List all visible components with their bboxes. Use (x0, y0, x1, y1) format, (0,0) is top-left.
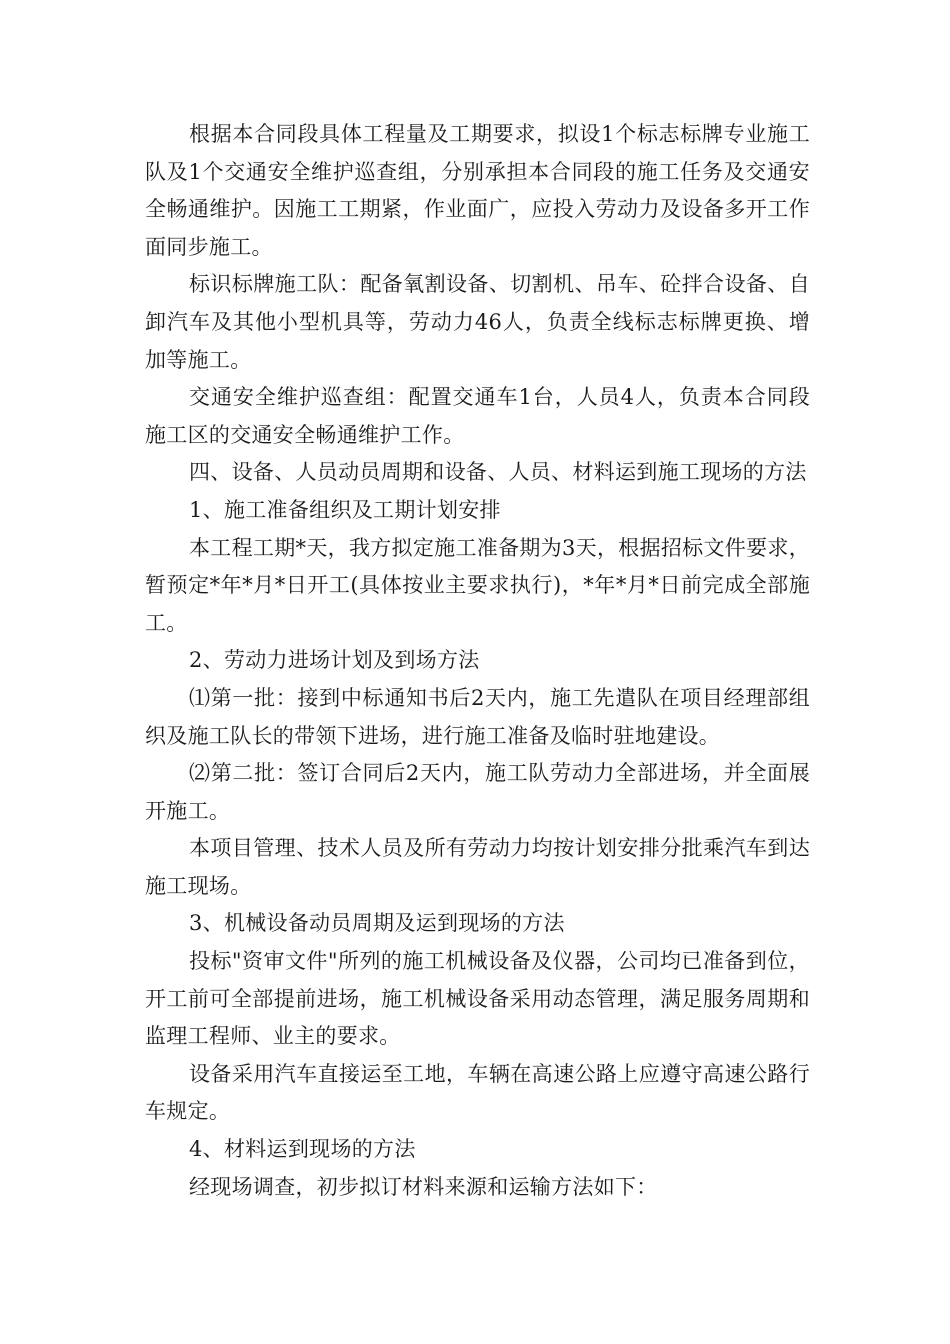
paragraph-patrol-group: 交通安全维护巡查组：配置交通车1台，人员4人，负责本合同段施工区的交通安全畅通维护工作。 (145, 385, 810, 447)
paragraph-schedule: 本工程工期*天，我方拟定施工准备期为3天，根据招标文件要求，暂预定*年*月*日开工(具体按业主要求执行)，*年*月*日前完成全部施工。 (145, 535, 810, 635)
paragraph-material-survey: 经现场调查，初步拟订材料来源和运输方法如下： (189, 1174, 658, 1199)
paragraph-equipment-transport: 设备采用汽车直接运至工地，车辆在高速公路上应遵守高速公路行车规定。 (145, 1061, 810, 1124)
paragraph-sign-team: 标识标牌施工队：配备氧割设备、切割机、吊车、砼拌合设备、自卸汽车及其他小型机具等，劳动力46人，负责全线标志标牌更换、增加等施工。 (145, 272, 810, 372)
document-body (145, 116, 810, 1206)
subheading-machinery: 3、机械设备动员周期及运到现场的方法 (189, 911, 565, 936)
subheading-labor: 2、劳动力进场计划及到场方法 (189, 648, 480, 673)
section-heading-mobilization: 四、设备、人员动员周期和设备、人员、材料运到施工现场的方法 (189, 460, 807, 485)
subheading-preparation: 1、施工准备组织及工期计划安排 (189, 497, 501, 522)
paragraph-first-batch: ⑴第一批：接到中标通知书后2天内，施工先遣队在项目经理部组织及施工队长的带领下进场，进行施工准备及临时驻地建设。 (145, 685, 810, 748)
paragraph-equipment-ready: 投标"资审文件"所列的施工机械设备及仪器，公司均已准备到位，开工前可全部提前进场，施工机械设备采用动态管理，满足服务周期和监理工程师、业主的要求。 (145, 949, 810, 1049)
paragraph-personnel-transport: 本项目管理、技术人员及所有劳动力均按计划安排分批乘汽车到达施工现场。 (145, 836, 810, 898)
paragraph-team-setup: 根据本合同段具体工程量及工期要求，拟设1个标志标牌专业施工队及1个交通安全维护巡查组，分别承担本合同段的施工任务及交通安全畅通维护。因施工工期紧，作业面广，应投入劳动力及设备多开工作面同步施工。 (145, 122, 810, 259)
subheading-materials: 4、材料运到现场的方法 (189, 1137, 416, 1162)
paragraph-second-batch: ⑵第二批：签订合同后2天内，施工队劳动力全部进场，并全面展开施工。 (145, 761, 810, 823)
